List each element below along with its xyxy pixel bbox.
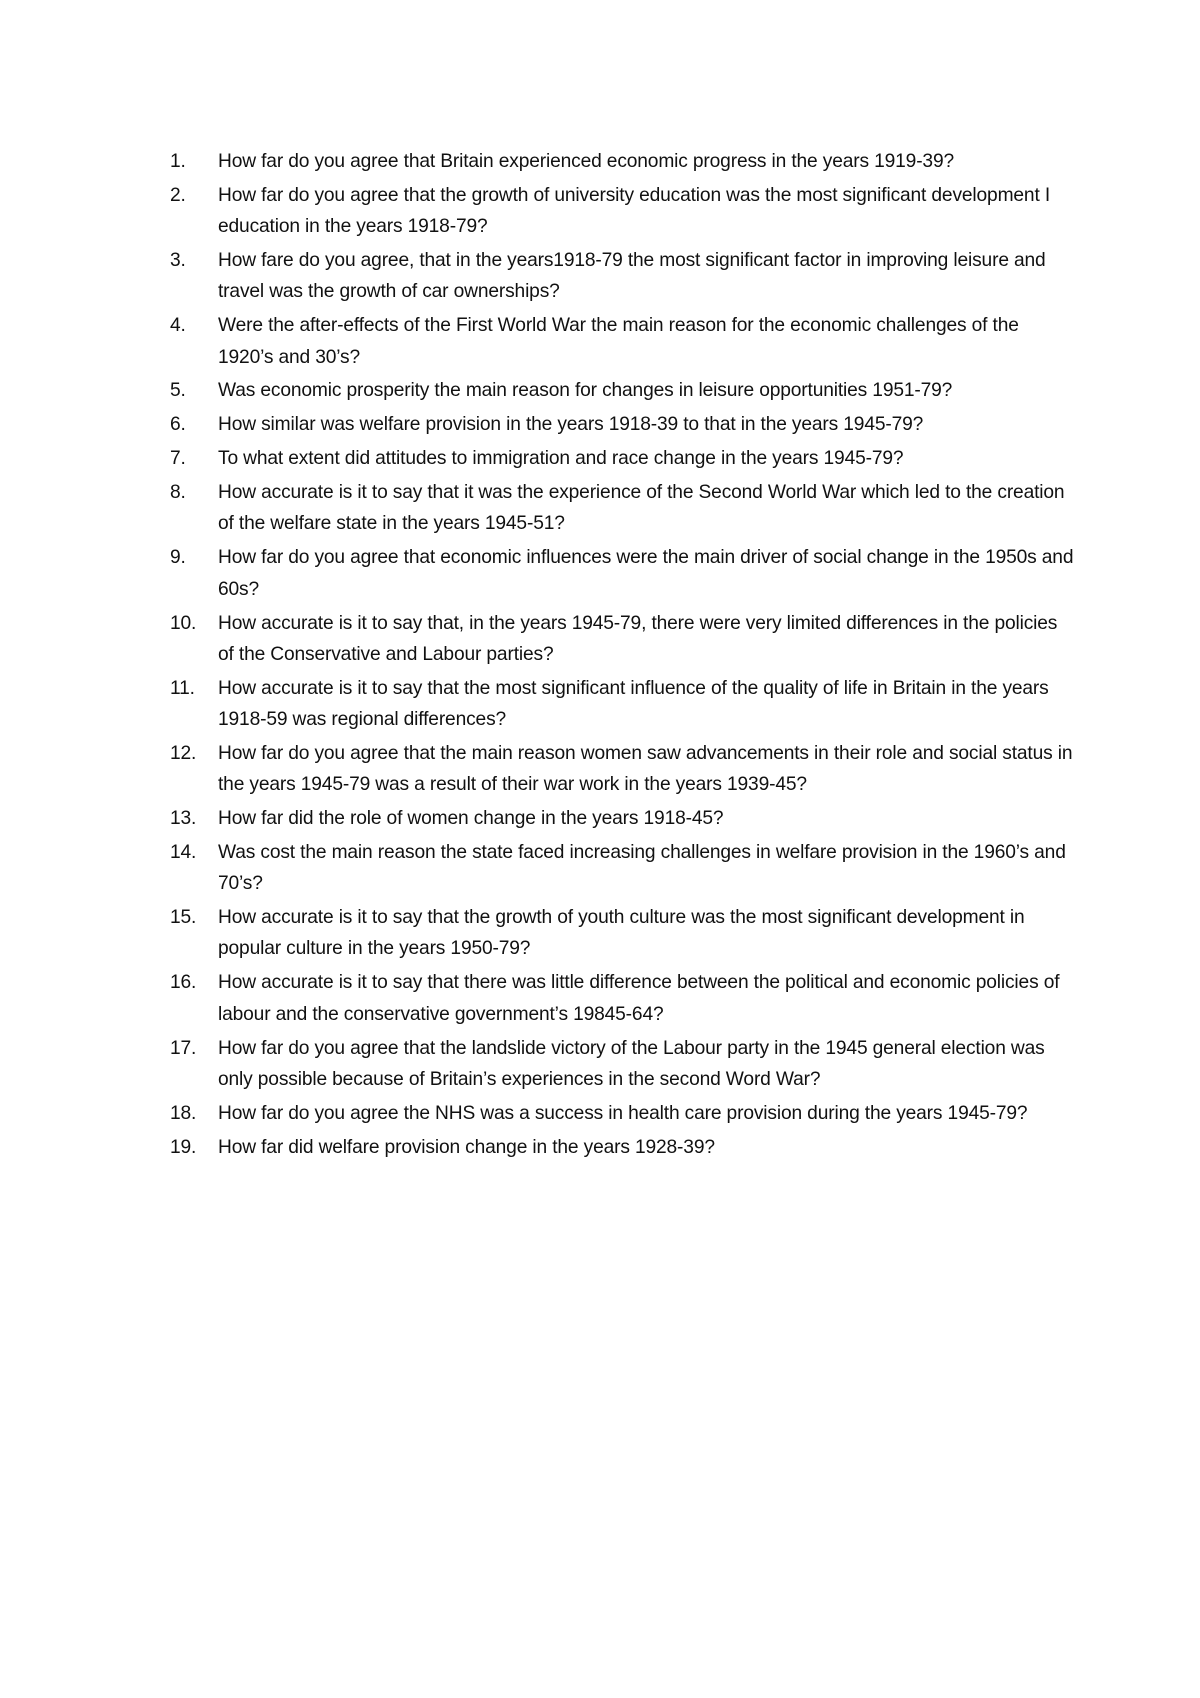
question-item-17 (170, 1033, 1075, 1096)
question-text: How accurate is it to say that it was the experience of the Second World War which led to the creation of the welfare state in the years 1945-51? (218, 482, 1065, 535)
question-text: How far did welfare provision change in the years 1928-39? (218, 1136, 715, 1158)
question-text: Were the after-effects of the First World War the main reason for the economic challenges of the 1920’s and 30’s? (218, 315, 1019, 368)
question-number: 8. (170, 482, 186, 504)
question-number: 13. (170, 808, 197, 830)
question-number: 5. (170, 380, 186, 402)
question-number: 2. (170, 184, 186, 206)
question-text: How far do you agree that the landslide victory of the Labour party in the 1945 general election was only possible because of Britain’s experiences in the second Word War? (218, 1037, 1045, 1090)
question-item-6 (170, 409, 1075, 440)
question-number: 11. (170, 677, 195, 699)
question-item-8 (170, 477, 1075, 540)
question-text: How fare do you agree, that in the years1918-79 the most significant factor in improving leisure and travel was the growth of car ownerships? (218, 250, 1046, 303)
question-text: How accurate is it to say that there was little difference between the political and economic policies of labour and the conservative government’s 19845-64? (218, 972, 1060, 1025)
question-item-13 (170, 803, 1075, 834)
question-list (170, 146, 1075, 1165)
question-number: 17. (170, 1037, 197, 1059)
question-number: 15. (170, 907, 197, 929)
question-text: How far do you agree the NHS was a success in health care provision during the years 1945-79? (218, 1102, 1028, 1124)
question-text: How far do you agree that economic influences were the main driver of social change in the 1950s and 60s? (218, 547, 1074, 600)
question-text: How far do you agree that the main reason women saw advancements in their role and social status in the years 1945-79 was a result of their war work in the years 1939-45? (218, 742, 1073, 796)
question-item-14 (170, 837, 1075, 900)
question-number: 3. (170, 250, 186, 272)
question-item-5 (170, 375, 1075, 406)
question-item-11 (170, 673, 1075, 736)
question-number: 12. (170, 742, 197, 764)
question-item-10 (170, 608, 1075, 671)
question-number: 1. (170, 151, 186, 172)
question-text: How far do you agree that the growth of university education was the most significant development I education in the years 1918-79? (218, 184, 1050, 238)
question-item-9 (170, 542, 1075, 605)
question-text: Was economic prosperity the main reason for changes in leisure opportunities 1951-79? (218, 380, 953, 402)
question-text: How far did the role of women change in the years 1918-45? (218, 808, 724, 830)
question-text: How accurate is it to say that the growth of youth culture was the most significant development in popular culture in the years 1950-79? (218, 907, 1025, 960)
question-item-18 (170, 1098, 1075, 1129)
question-item-16 (170, 967, 1075, 1030)
question-item-2 (170, 180, 1075, 243)
question-text: Was cost the main reason the state faced increasing challenges in welfare provision in the 1960’s and 70’s? (218, 841, 1066, 895)
question-number: 16. (170, 972, 197, 994)
question-item-1 (170, 146, 1075, 177)
question-text: How accurate is it to say that, in the years 1945-79, there were very limited differences in the policies of the Conservative and Labour parties? (218, 612, 1058, 665)
question-number: 7. (170, 448, 186, 470)
question-number: 19. (170, 1136, 197, 1158)
question-item-3 (170, 245, 1075, 308)
question-text: How similar was welfare provision in the years 1918-39 to that in the years 1945-79? (218, 414, 924, 436)
question-item-15 (170, 902, 1075, 965)
question-number: 9. (170, 547, 186, 569)
question-text: How accurate is it to say that the most significant influence of the quality of life in Britain in the years 1918-59 was regional differences? (218, 677, 1049, 730)
question-text: To what extent did attitudes to immigration and race change in the years 1945-79? (218, 448, 904, 470)
question-number: 18. (170, 1102, 197, 1124)
question-item-19 (170, 1132, 1075, 1163)
question-number: 14. (170, 841, 197, 863)
question-text: How far do you agree that Britain experienced economic progress in the years 1919-39? (218, 151, 954, 172)
question-item-7 (170, 443, 1075, 474)
question-item-12 (170, 738, 1075, 801)
question-item-4 (170, 310, 1075, 373)
question-number: 10. (170, 612, 197, 634)
question-number: 4. (170, 315, 186, 337)
question-number: 6. (170, 414, 186, 436)
